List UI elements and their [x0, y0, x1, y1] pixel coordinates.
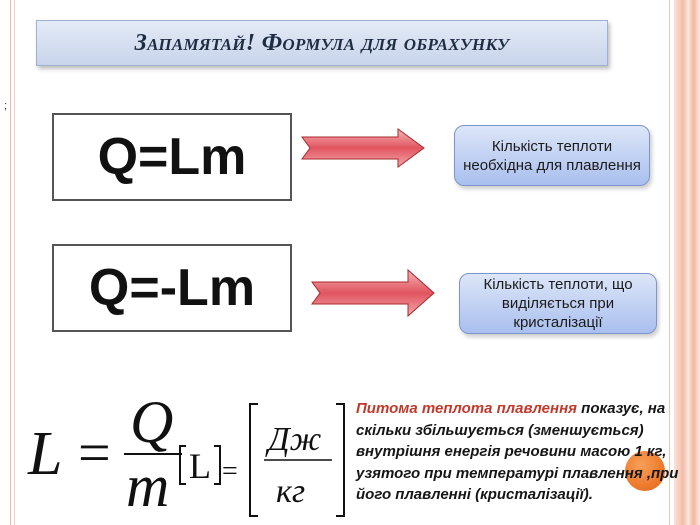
- note-crystallization: Кількість теплоти, що виділяється при кристалізації: [459, 273, 657, 334]
- unit-denominator: кг: [276, 473, 306, 510]
- formula-melting: Q=Lm: [52, 113, 292, 201]
- formula-numerator: Q: [130, 392, 174, 455]
- bracket-close: [214, 446, 220, 484]
- definition-term: Питома теплота плавлення: [356, 400, 577, 417]
- formula-denominator: m: [126, 453, 170, 519]
- specific-heat-formula: [14, 392, 354, 520]
- note-melting: Кількість теплоти необхідна для плавлення: [454, 125, 650, 186]
- definition-text: [356, 398, 690, 506]
- formula-equals: =: [78, 420, 111, 485]
- arrow-right-icon: [310, 268, 436, 318]
- unit-equals: =: [222, 456, 238, 487]
- bracket-close-large: [336, 404, 344, 516]
- definition-body: показує, на скільки збільшується (зменшується) внутрішня енергія речовини масою 1 кг, узятого при температурі плавлення ,при його плавленні (кристалізації).: [356, 400, 679, 503]
- page-title: Запамятай! Формула для обрахунку: [134, 29, 510, 56]
- unit-numerator: Дж: [268, 421, 322, 458]
- formula-lhs: L: [28, 420, 63, 488]
- frame-line-left: [10, 0, 11, 525]
- formula-crystallization: Q=-Lm: [52, 244, 292, 332]
- bracket-open: [180, 446, 186, 484]
- title-banner: [36, 20, 608, 66]
- stray-mark: ;: [4, 100, 8, 112]
- bracket-open-large: [250, 404, 258, 516]
- arrow-right-icon: [300, 128, 426, 168]
- unit-symbol: L: [189, 446, 211, 486]
